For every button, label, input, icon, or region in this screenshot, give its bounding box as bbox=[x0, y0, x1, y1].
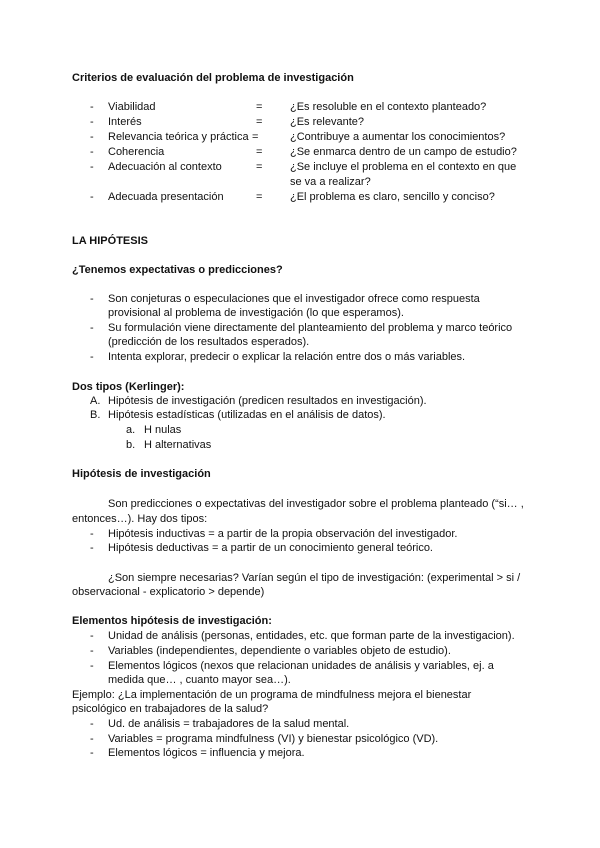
two-types-heading: Dos tipos (Kerlinger): bbox=[72, 381, 185, 393]
bullet-dash: - bbox=[90, 660, 94, 672]
sublist-item: H nulas bbox=[144, 424, 182, 436]
bullet-dash: - bbox=[90, 161, 94, 173]
bullet-dash: - bbox=[90, 322, 94, 334]
criterion-question: ¿El problema es claro, sencillo y conciso? bbox=[290, 191, 495, 203]
list-item: Hipótesis inductivas = a partir de la propia observación del investigador. bbox=[108, 528, 458, 540]
bullet-dash: - bbox=[90, 733, 94, 745]
list-item: Intenta explorar, predecir o explicar la relación entre dos o más variables. bbox=[108, 351, 466, 363]
list-item: Unidad de análisis (personas, entidades, etc. que forman parte de la investigacion). bbox=[108, 630, 515, 642]
bullet-dash: - bbox=[90, 630, 94, 642]
bullet-dash: - bbox=[90, 116, 94, 128]
criterion-question: ¿Se enmarca dentro de un campo de estudio? bbox=[290, 146, 517, 158]
research-hypothesis-heading: Hipótesis de investigación bbox=[72, 468, 211, 480]
criterion-label: Interés bbox=[108, 116, 142, 128]
list-item: Hipótesis deductivas = a partir de un conocimiento general teórico. bbox=[108, 542, 433, 554]
criterion-question: ¿Es resoluble en el contexto planteado? bbox=[290, 101, 487, 113]
list-item: Su formulación viene directamente del planteamiento del problema y marco teórico bbox=[108, 322, 513, 334]
equals-sign: = bbox=[256, 161, 263, 173]
bullet-dash: - bbox=[90, 747, 94, 759]
criterion-question-continued: se va a realizar? bbox=[290, 176, 371, 188]
bullet-dash: - bbox=[90, 101, 94, 113]
equals-sign: = bbox=[256, 116, 263, 128]
list-item: Elementos lógicos = influencia y mejora. bbox=[108, 747, 305, 759]
bullet-dash: - bbox=[90, 191, 94, 203]
bullet-dash: - bbox=[90, 718, 94, 730]
bullet-dash: - bbox=[90, 528, 94, 540]
hypothesis-heading: LA HIPÓTESIS bbox=[72, 235, 148, 247]
list-marker: A. bbox=[90, 395, 101, 407]
list-item-continued: provisional al problema de investigación (lo que esperamos). bbox=[108, 307, 404, 319]
equals-sign: = bbox=[256, 101, 263, 113]
example-line: Ejemplo: ¿La implementación de un programa de mindfulness mejora el bienestar bbox=[72, 689, 472, 701]
criterion-label: Adecuación al contexto bbox=[108, 161, 222, 173]
list-item: Elementos lógicos (nexos que relacionan unidades de análisis y variables, ej. a bbox=[108, 660, 494, 672]
criterion-question: ¿Contribuye a aumentar los conocimientos? bbox=[290, 131, 506, 143]
paragraph-line: entonces…). Hay dos tipos: bbox=[72, 513, 208, 525]
bullet-dash: - bbox=[90, 542, 94, 554]
criteria-heading: Criterios de evaluación del problema de investigación bbox=[72, 72, 354, 84]
criterion-label: Adecuada presentación bbox=[108, 191, 224, 203]
criterion-label: Viabilidad bbox=[108, 101, 156, 113]
list-item: Hipótesis de investigación (predicen resultados en investigación). bbox=[108, 395, 427, 407]
list-item: Ud. de análisis = trabajadores de la salud mental. bbox=[108, 718, 350, 730]
bullet-dash: - bbox=[90, 146, 94, 158]
elements-heading: Elementos hipótesis de investigación: bbox=[72, 615, 272, 627]
list-item: Variables = programa mindfulness (VI) y bienestar psicológico (VD). bbox=[108, 733, 439, 745]
bullet-dash: - bbox=[90, 351, 94, 363]
example-line: psicológico en trabajadores de la salud? bbox=[72, 703, 269, 715]
criterion-label: Relevancia teórica y práctica bbox=[108, 131, 249, 143]
equals-sign: = bbox=[256, 146, 263, 158]
sublist-item: H alternativas bbox=[144, 439, 212, 451]
bullet-dash: - bbox=[90, 645, 94, 657]
sublist-marker: a. bbox=[126, 424, 136, 436]
bullet-dash: - bbox=[90, 293, 94, 305]
criterion-question: ¿Se incluye el problema en el contexto en que bbox=[290, 161, 517, 173]
equals-sign: = bbox=[252, 131, 259, 143]
sublist-marker: b. bbox=[126, 439, 136, 451]
paragraph-line: Son predicciones o expectativas del investigador sobre el problema planteado (“si… , bbox=[108, 498, 524, 510]
expectations-subheading: ¿Tenemos expectativas o predicciones? bbox=[72, 264, 283, 276]
list-item-continued: (predicción de los resultados esperados). bbox=[108, 336, 310, 348]
paragraph-line: ¿Son siempre necesarias? Varían según el tipo de investigación: (experimental > si / bbox=[108, 572, 521, 584]
list-item: Son conjeturas o especulaciones que el investigador ofrece como respuesta bbox=[108, 293, 480, 305]
paragraph-line: observacional - explicatorio > depende) bbox=[72, 586, 265, 598]
criterion-question: ¿Es relevante? bbox=[290, 116, 364, 128]
bullet-dash: - bbox=[90, 131, 94, 143]
equals-sign: = bbox=[256, 191, 263, 203]
list-item: Hipótesis estadísticas (utilizadas en el análisis de datos). bbox=[108, 409, 386, 421]
criterion-label: Coherencia bbox=[108, 146, 165, 158]
list-item: Variables (independientes, dependiente o variables objeto de estudio). bbox=[108, 645, 451, 657]
list-marker: B. bbox=[90, 409, 101, 421]
list-item-continued: medida que… , cuanto mayor sea…). bbox=[108, 674, 291, 686]
